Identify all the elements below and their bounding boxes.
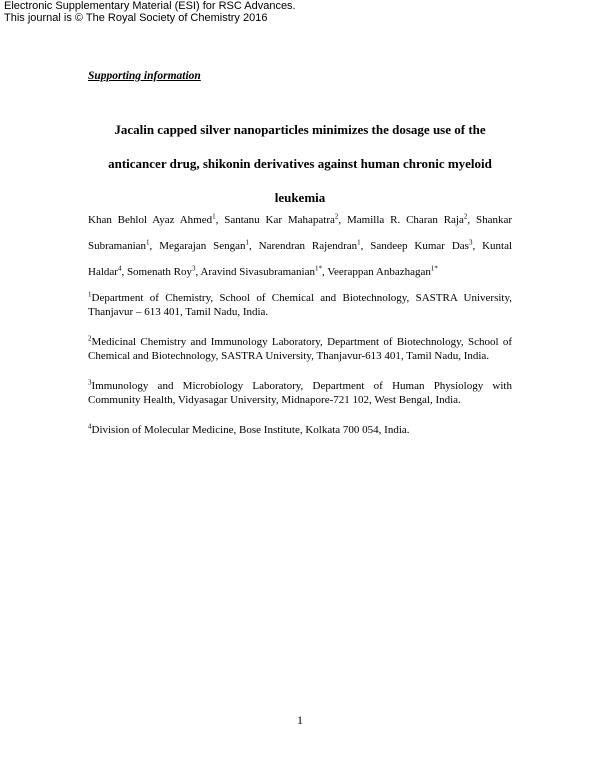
paper-title: Jacalin capped silver nanoparticles minimizes the dosage use of the anticancer drug, shikonin derivatives against human chronic myeloid leukemia (108, 122, 492, 205)
header-line-1: Electronic Supplementary Material (ESI) for RSC Advances. (4, 0, 296, 12)
author: Sandeep Kumar Das$^3$, (370, 238, 483, 252)
author: Aravind Sivasubramanian$^{1*}$, (200, 264, 328, 278)
author: Shankar Subramanian$^1$, (88, 214, 513, 252)
section-label: Supporting information (88, 70, 201, 82)
author: Somenath Roy$^3$, (126, 264, 201, 278)
author: Santanu Kar Mahapatra$^2$, (224, 212, 347, 226)
author-list (88, 207, 512, 285)
author: Veerappan Anbazhagan$^{1*}$ (327, 264, 438, 278)
author: Kuntal Haldar$^4$, (88, 240, 513, 278)
author: Megarajan Sengan$^1$, (159, 238, 259, 252)
page-number: 1 (297, 713, 303, 727)
header-line-2: This journal is © The Royal Society of Chemistry 2016 (4, 12, 268, 24)
affiliations (88, 291, 512, 437)
affiliation-3: $^3$Immunology and Microbiology Laboratory, Department of Human Physiology with Community Health, Vidyasagar University, Midnapore-721 102, West Bengal, India. (88, 378, 512, 406)
author: Narendran Rajendran$^1$, (258, 238, 371, 252)
author: Mamilla R. Charan Raja$^2$, (347, 212, 476, 226)
affiliation-1: $^1$Department of Chemistry, School of Chemical and Biotechnology, SASTRA University, Thanjavur – 613 401, Tamil Nadu, India. (88, 290, 512, 318)
affiliation-2: $^2$Medicinal Chemistry and Immunology Laboratory, Department of Biotechnology, School of Chemical and Biotechnology, SASTRA University, Thanjavur-613 401, Tamil Nadu, India. (88, 334, 512, 362)
esi-header (4, 0, 296, 24)
affiliation-4: $^4$Division of Molecular Medicine, Bose Institute, Kolkata 700 054, India. (88, 422, 410, 436)
author: Khan Behlol Ayaz Ahmed$^1$, (88, 212, 225, 226)
